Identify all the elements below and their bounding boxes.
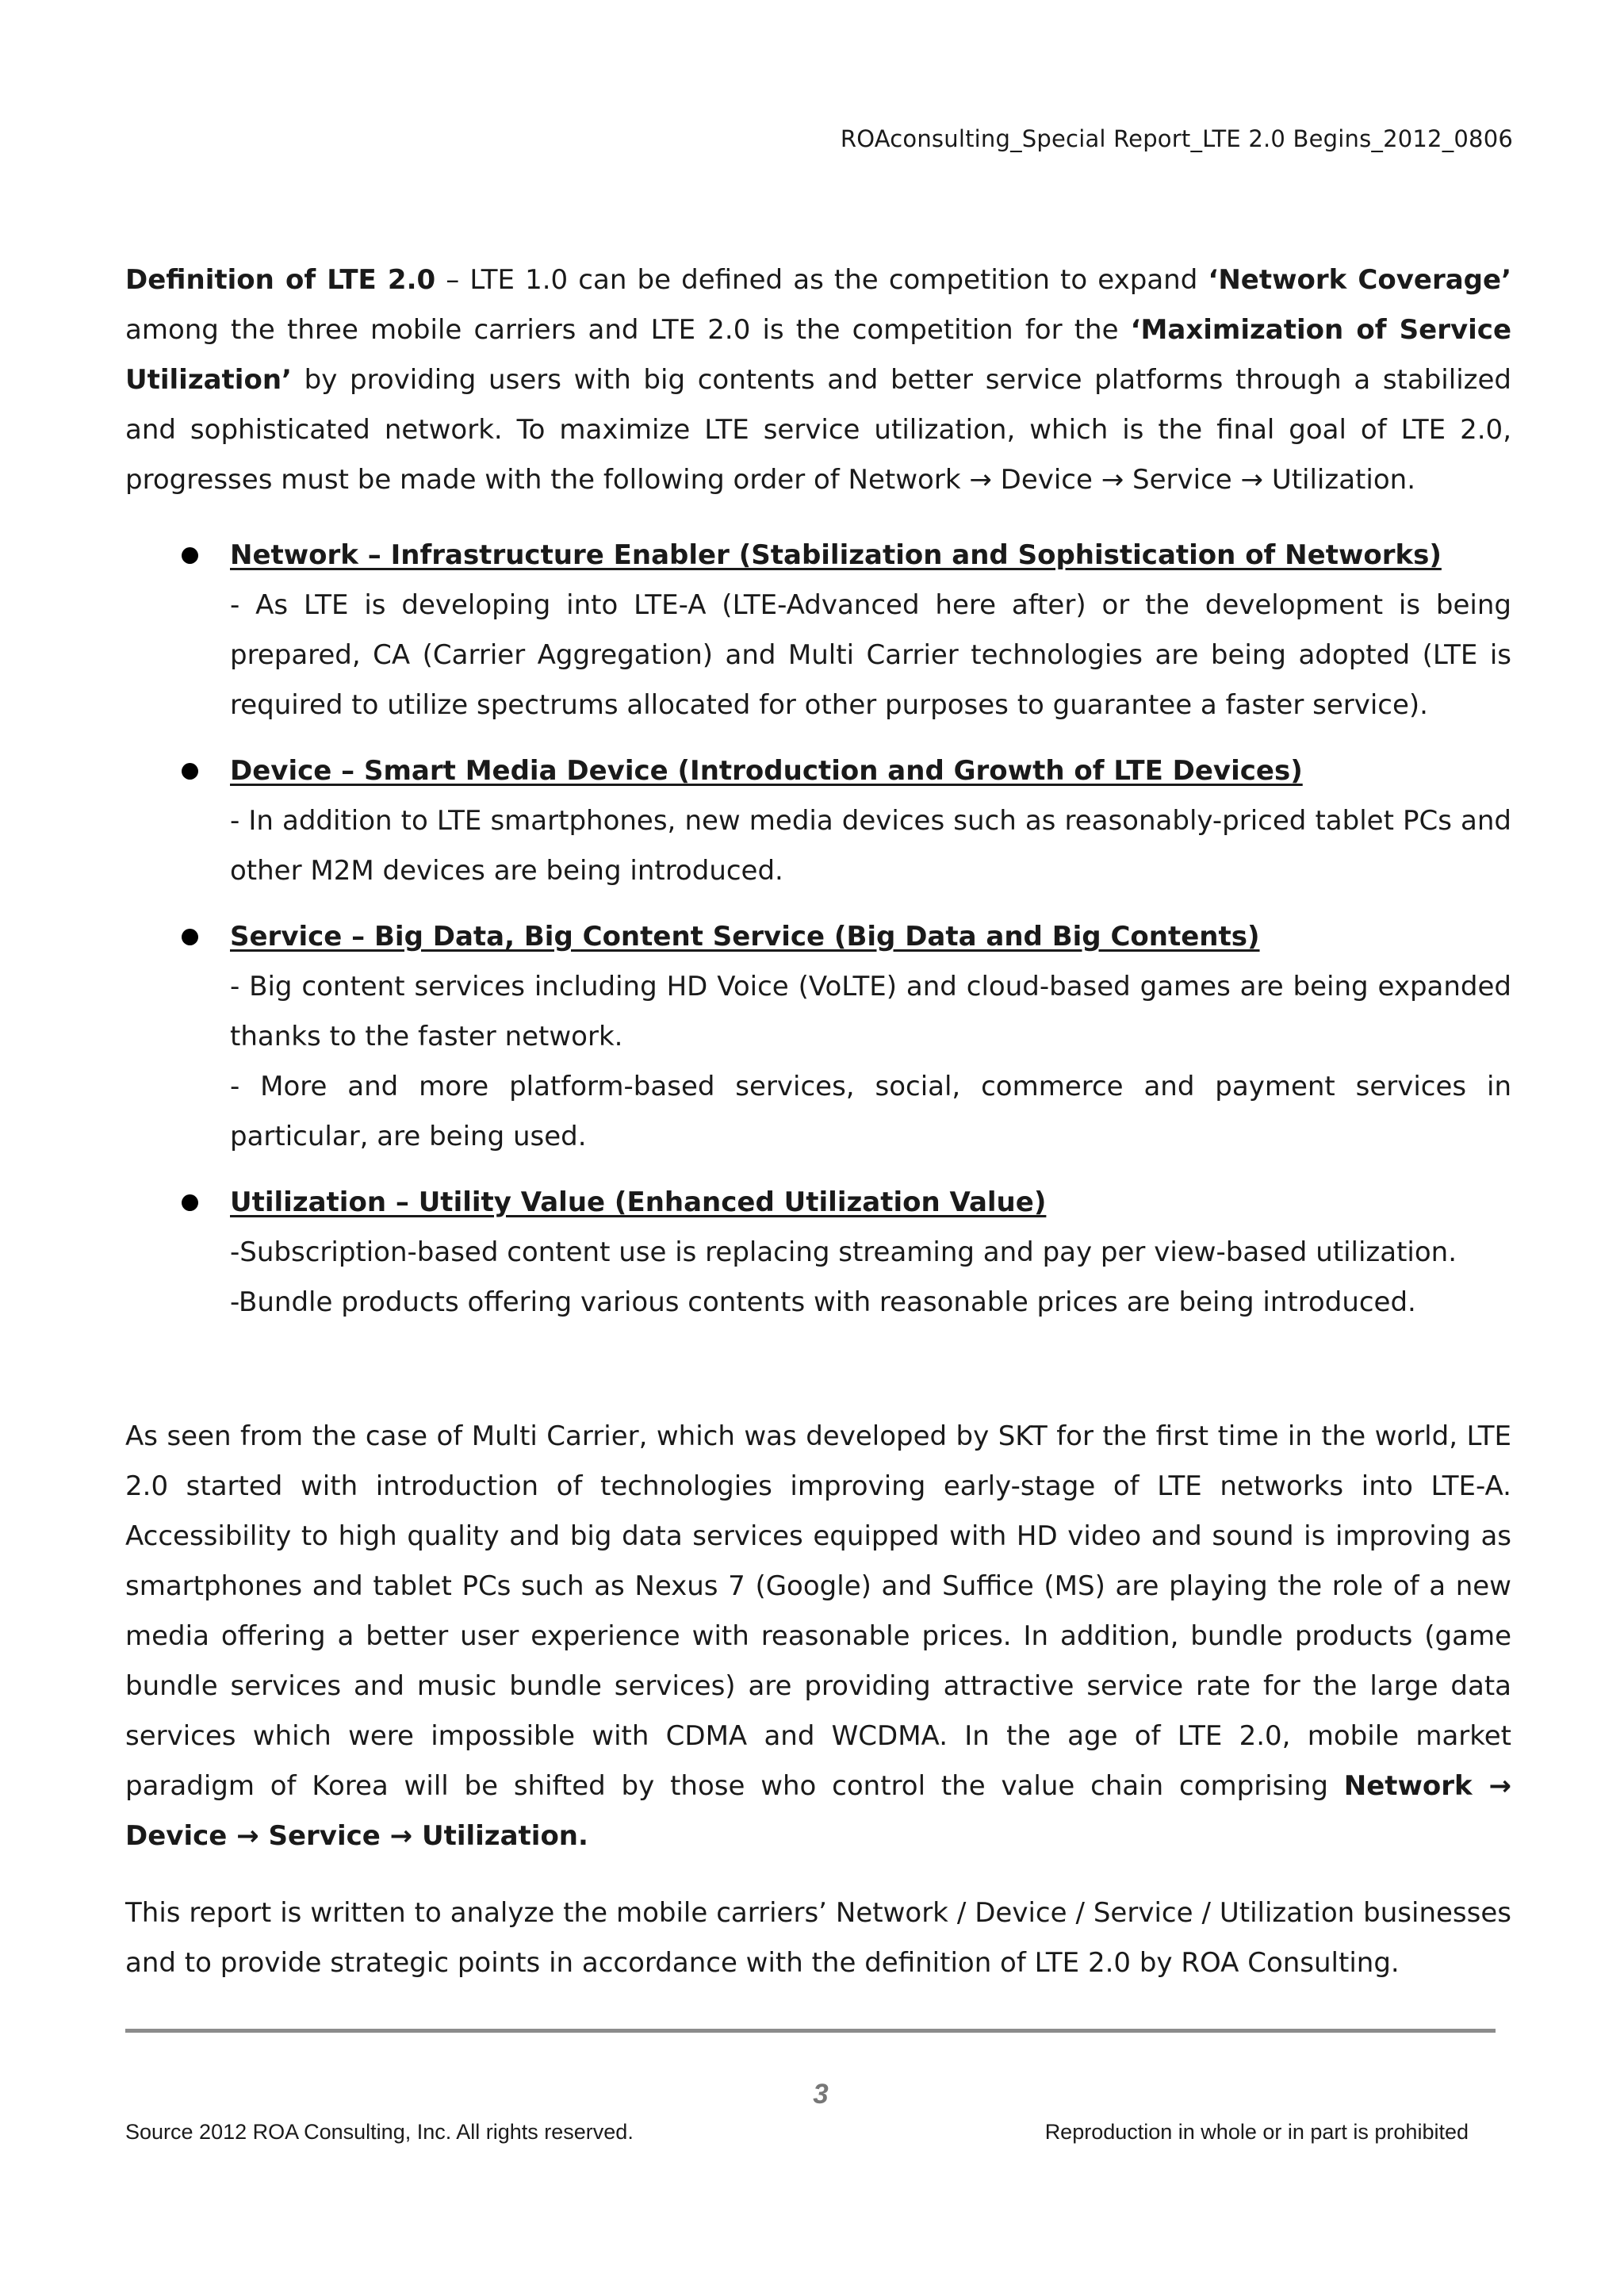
footer-copyright: Source 2012 ROA Consulting, Inc. All rights reserved. [125,2120,634,2144]
page-number: 3 [813,2079,829,2110]
footer-divider [125,2029,1496,2033]
analysis-text: As seen from the case of Multi Carrier, which was developed by SKT for the first time in the world, LTE 2.0 started with introduction of technologies improving early-stage of LTE networks into LTE-A. Accessibility to high quality and big data services equipped with HD video and sound is improving as smartphones and tablet PCs such as Nexus 7 (Google) and Suffice (MS) are playing the role of a new media offering a better user experience with reasonable prices. In addition, bundle products (game bundle services and music bundle services) are providing attractive service rate for the large data services which were impossible with CDMA and WCDMA. In the age of LTE 2.0, mobile market paradigm of Korea will be shifted by those who control the value chain comprising [125,1420,1511,1802]
order-utilization: Utilization. [1263,464,1415,496]
arrow-icon: → [1240,464,1264,496]
bullet-item-service [125,912,1511,1162]
bullet-title: Service – Big Data, Big Content Service (Big Data and Big Contents) [230,921,1260,953]
bullet-item-device [125,746,1511,896]
bullet-line: -Subscription-based content use is replacing streaming and pay per view-based utilization. [230,1236,1457,1268]
value-chain-text: Network → Device → Service → Utilization. [125,1770,1511,1852]
definition-paragraph [125,255,1511,505]
bullet-list [125,531,1511,1328]
bullet-title: Utilization – Utility Value (Enhanced Utilization Value) [230,1186,1047,1218]
arrow-icon: → [969,464,992,496]
service-utilization-term: ‘Maximization of Service Utilization’ [125,314,1511,396]
definition-term: Definition of LTE 2.0 [125,264,436,296]
definition-text-3: by providing users with big contents and better service platforms through a stabilized and sophisticated network. To maximize LTE service utilization, which is the final goal of LTE 2.0, progresses must be made with the following order of Network [125,364,1511,496]
running-header: ROAconsulting_Special Report_LTE 2.0 Begins_2012_0806 [840,125,1513,152]
bullet-line: - As LTE is developing into LTE-A (LTE-Advanced here after) or the development is being prepared, CA (Carrier Aggregation) and Multi Carrier technologies are being adopted (LTE is required to utilize spectrums allocated for other purposes to guarantee a faster service). [230,589,1511,721]
bullet-line: - More and more platform-based services, social, commerce and payment services in particular, are being used. [230,1071,1511,1152]
bullet-item-network [125,531,1511,730]
page-content [125,255,1511,1988]
bullet-line: - In addition to LTE smartphones, new media devices such as reasonably-priced tablet PCs and other M2M devices are being introduced. [230,805,1511,887]
footer-notice: Reproduction in whole or in part is prohibited [1044,2120,1469,2144]
bullet-dot-icon [182,1194,198,1211]
definition-text-1: – LTE 1.0 can be defined as the competition to expand [435,264,1208,296]
definition-text-2: among the three mobile carriers and LTE 2.0 is the competition for the [125,314,1131,346]
network-coverage-term: ‘Network Coverage’ [1208,264,1511,296]
order-service: Service [1124,464,1241,496]
purpose-paragraph: This report is written to analyze the mobile carriers’ Network / Device / Service / Utilization businesses and to provide strategic points in accordance with the definition of LTE 2.0 by ROA Consulting. [125,1897,1511,1979]
bullet-dot-icon [182,929,198,945]
analysis-paragraph [125,1412,1511,1861]
bullet-dot-icon [182,763,198,780]
order-device: Device [991,464,1101,496]
bullet-dot-icon [182,547,198,564]
bullet-title: Device – Smart Media Device (Introduction and Growth of LTE Devices) [230,755,1303,787]
bullet-line: - Big content services including HD Voice (VoLTE) and cloud-based games are being expanded thanks to the faster network. [230,971,1511,1052]
arrow-icon: → [1101,464,1124,496]
bullet-title: Network – Infrastructure Enabler (Stabilization and Sophistication of Networks) [230,539,1442,571]
section-spacer [125,1343,1511,1412]
bullet-item-utilization [125,1178,1511,1328]
bullet-line: -Bundle products offering various contents with reasonable prices are being introduced. [230,1286,1416,1318]
